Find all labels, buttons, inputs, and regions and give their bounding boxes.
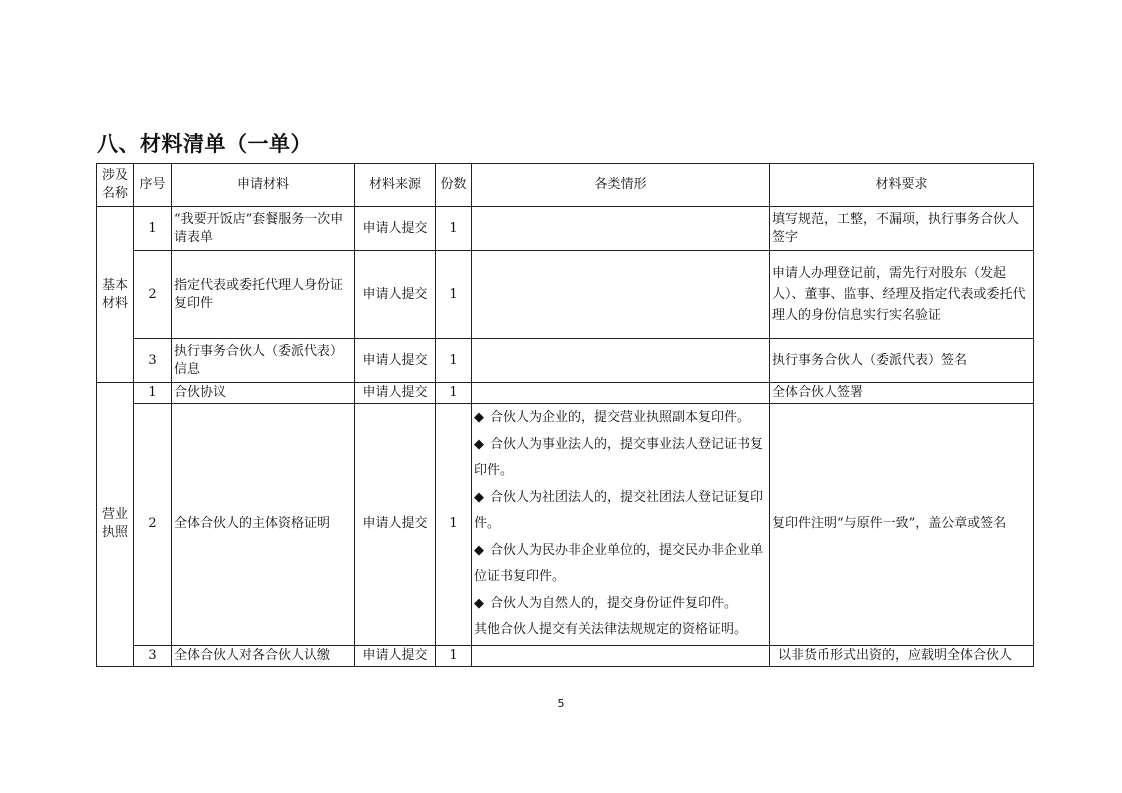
cell-source: 申请人提交	[355, 404, 436, 646]
cell-material: 全体合伙人的主体资格证明	[172, 404, 355, 646]
header-situation: 各类情形	[472, 164, 770, 207]
cell-material: “我要开饭店”套餐服务一次申请表单	[172, 207, 355, 251]
cell-source: 申请人提交	[355, 251, 436, 339]
cell-requirement: 以非货币形式出资的，应载明全体合伙人	[770, 645, 1034, 666]
cell-copies: 1	[436, 339, 472, 383]
diamond-bullet-icon: ◆	[474, 410, 484, 425]
header-seq: 序号	[134, 164, 172, 207]
section-heading: 八、材料清单（一单）	[97, 132, 312, 156]
cell-requirement: 全体合伙人签署	[770, 383, 1034, 404]
cell-seq: 3	[134, 645, 172, 666]
table-header-row	[97, 164, 1034, 207]
table-row	[97, 645, 1034, 666]
cell-requirement: 申请人办理登记前，需先行对股东（发起人）、董事、监事、经理及指定代表或委托代理人的身份信息实行实名验证	[770, 251, 1034, 339]
cell-requirement: 执行事务合伙人（委派代表）签名	[770, 339, 1034, 383]
cell-seq: 2	[134, 251, 172, 339]
page-number: 5	[557, 697, 565, 710]
table-row	[97, 383, 1034, 404]
cell-situation	[472, 251, 770, 339]
list-item: ◆ 合伙人为社团法人的，提交社团法人登记证复印件。	[474, 489, 764, 531]
header-category: 涉及名称	[97, 164, 134, 207]
cell-requirement: 填写规范，工整，不漏项，执行事务合伙人签字	[770, 207, 1034, 251]
diamond-bullet-icon: ◆	[474, 489, 484, 505]
diamond-bullet-icon: ◆	[474, 542, 484, 558]
list-item: ◆ 合伙人为民办非企业单位的，提交民办非企业单位证书复印件。	[474, 542, 764, 584]
list-item: ◆ 合伙人为自然人的，提交身份证件复印件。	[474, 595, 738, 611]
cell-situation	[472, 207, 770, 251]
header-source: 材料来源	[355, 164, 436, 207]
cell-requirement: 复印件注明“与原件一致”，盖公章或签名	[770, 404, 1034, 646]
materials-table	[96, 163, 1034, 667]
cell-situation	[472, 645, 770, 666]
cell-source: 申请人提交	[355, 383, 436, 404]
cell-material: 全体合伙人对各合伙人认缴	[172, 645, 355, 666]
cell-situation-list	[472, 404, 770, 646]
list-item: ◆ 合伙人为企业的，提交营业执照副本复印件。	[474, 410, 751, 425]
cell-copies: 1	[436, 251, 472, 339]
diamond-bullet-icon: ◆	[474, 436, 484, 452]
table-row	[97, 339, 1034, 383]
cell-seq: 1	[134, 383, 172, 404]
table-row	[97, 251, 1034, 339]
list-item: ◆ 合伙人为事业法人的，提交事业法人登记证书复印件。	[474, 436, 764, 478]
cell-situation	[472, 339, 770, 383]
cell-seq: 1	[134, 207, 172, 251]
group-basic-materials: 基本材料	[97, 207, 134, 383]
cell-seq: 2	[134, 404, 172, 646]
cell-copies: 1	[436, 207, 472, 251]
cell-material: 合伙协议	[172, 383, 355, 404]
cell-source: 申请人提交	[355, 645, 436, 666]
cell-material: 执行事务合伙人（委派代表）信息	[172, 339, 355, 383]
group-business-license: 营业执照	[97, 383, 134, 667]
cell-source: 申请人提交	[355, 207, 436, 251]
situation-note: 其他合伙人提交有关法律法规规定的资格证明。	[474, 622, 748, 637]
cell-situation	[472, 383, 770, 404]
table-row	[97, 207, 1034, 251]
header-material: 申请材料	[172, 164, 355, 207]
cell-copies: 1	[436, 404, 472, 646]
cell-copies: 1	[436, 645, 472, 666]
header-copies: 份数	[436, 164, 472, 207]
cell-material: 指定代表或委托代理人身份证复印件	[172, 251, 355, 339]
cell-seq: 3	[134, 339, 172, 383]
cell-source: 申请人提交	[355, 339, 436, 383]
header-requirement: 材料要求	[770, 164, 1034, 207]
cell-copies: 1	[436, 383, 472, 404]
diamond-bullet-icon: ◆	[474, 595, 484, 611]
table-row	[97, 404, 1034, 646]
